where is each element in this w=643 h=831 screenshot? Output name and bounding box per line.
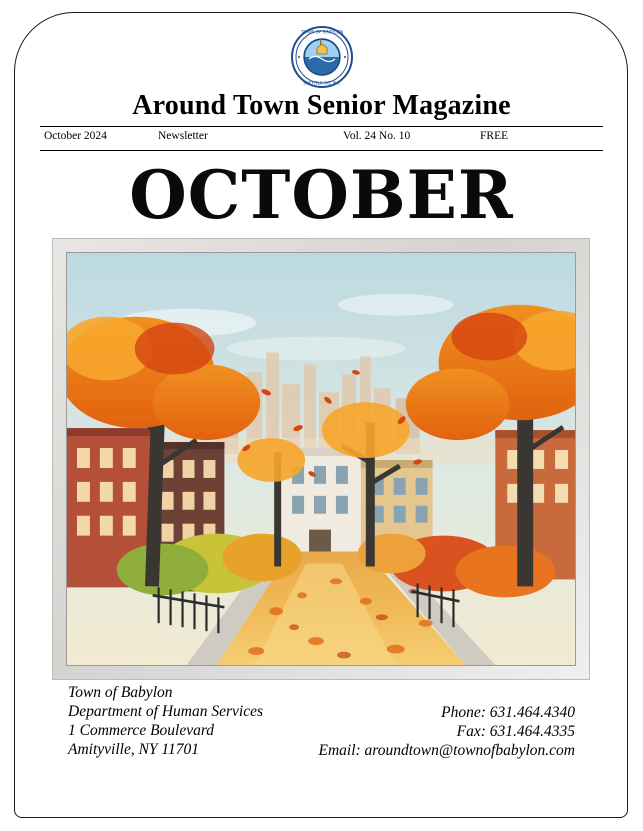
contact-phone: Phone: 631.464.4340 (441, 704, 575, 721)
address-line-4: Amityville, NY 11701 (68, 740, 200, 758)
issue-kind: Newsletter (158, 130, 208, 142)
contact-fax: Fax: 631.464.4335 (456, 722, 575, 740)
contact-info (318, 704, 575, 761)
contact-email[interactable]: Email: aroundtown@townofbabylon.com (318, 741, 575, 759)
town-seal-icon (291, 26, 353, 88)
masthead-rule-bottom (40, 150, 603, 151)
address-line-1: Town of Babylon (68, 684, 173, 701)
organization-address (68, 684, 263, 760)
cover-illustration-frame (52, 238, 590, 680)
address-line-2: Department of Human Services (68, 702, 263, 720)
issue-info-bar (40, 130, 603, 149)
svg-text:SUFFOLK CO. N.Y.: SUFFOLK CO. N.Y. (303, 81, 341, 87)
issue-price: FREE (480, 130, 509, 142)
issue-date: October 2024 (44, 130, 107, 142)
cover-month-heading: OCTOBER (129, 156, 514, 234)
masthead-rule-top (40, 126, 603, 127)
publication-title: Around Town Senior Magazine (132, 90, 511, 121)
svg-text:TOWN OF BABYLON: TOWN OF BABYLON (300, 30, 344, 36)
issue-volume: Vol. 24 No. 10 (343, 130, 411, 142)
autumn-street-illustration (66, 252, 576, 666)
address-line-3: 1 Commerce Boulevard (68, 721, 215, 739)
